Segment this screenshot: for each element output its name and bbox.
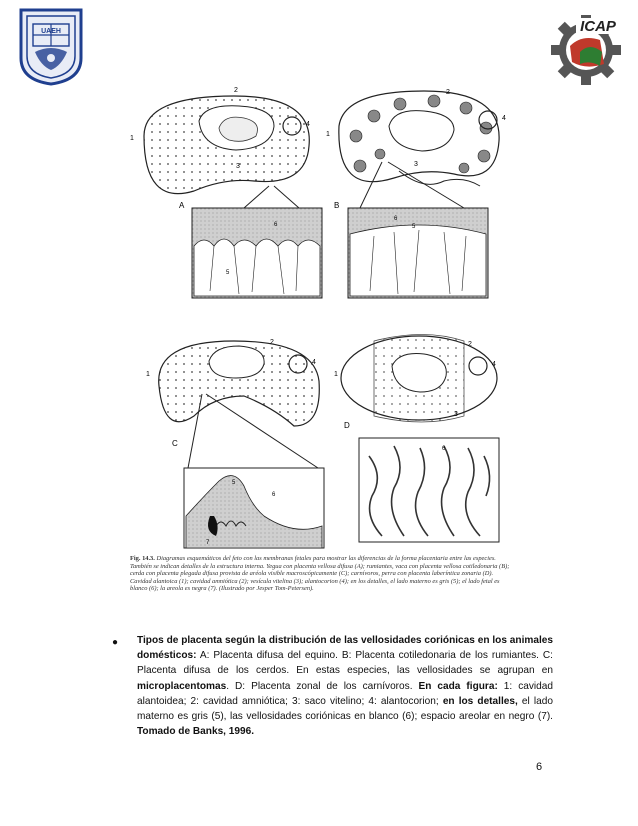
svg-text:3: 3 bbox=[414, 161, 418, 168]
panel-letter-b: B bbox=[334, 201, 340, 210]
svg-text:1: 1 bbox=[334, 371, 338, 378]
description-bullet bbox=[113, 633, 553, 739]
para-bold-microplacentomas: microplacentomas bbox=[137, 680, 227, 692]
para-text-1: A: Placenta difusa del equino. B: Placenta cotiledonaria de los rumiantes. C: Placenta difusa de los cerdos. En estas especies, las vellosidades se agrupan en bbox=[137, 650, 553, 677]
para-text-4: el lado materno es gris (5), las vellosidades coriónicas en blanco (6); espacio areolar en negro (7). bbox=[137, 695, 553, 723]
svg-text:4: 4 bbox=[502, 115, 506, 122]
panel-c bbox=[146, 339, 324, 548]
placenta-figure bbox=[124, 87, 514, 616]
bullet-icon: ● bbox=[112, 637, 119, 648]
icap-logo-text: ICAP bbox=[580, 18, 616, 35]
panel-letter-d: D bbox=[344, 421, 350, 430]
svg-text:1: 1 bbox=[326, 131, 330, 138]
icap-logo bbox=[546, 12, 628, 84]
svg-text:5: 5 bbox=[412, 224, 416, 230]
para-bold-source: Tomado de Banks, 1996. bbox=[137, 726, 255, 738]
panel-b bbox=[326, 89, 506, 298]
svg-text:6: 6 bbox=[274, 222, 278, 228]
svg-text:2: 2 bbox=[468, 341, 472, 348]
svg-text:1: 1 bbox=[146, 371, 150, 378]
svg-text:7: 7 bbox=[206, 540, 210, 546]
svg-text:5: 5 bbox=[232, 480, 236, 486]
description-paragraph bbox=[137, 633, 553, 739]
para-bold-cada-figura: En cada figura: bbox=[418, 680, 498, 692]
svg-text:3: 3 bbox=[236, 163, 240, 170]
uaeh-logo-text: UAEH bbox=[41, 28, 61, 35]
para-heading: Tipos de placenta según la distribución de las vellosidades coriónicas en los animales domésticos: bbox=[137, 635, 553, 662]
figure-caption-text: Diagramas esquemáticos del feto con las membranas fetales para mostrar las diferencias de la forma placentaria entre las especies. También se indican detalles de la estructura interna. Yegua con placenta vellosa difusa (A); rumiantes, vaca con placenta vellosa cotiledonaria (B); cerda con placenta plegada difusa provista de aréola visible macroscópicamente (C); carnívoros, perra con placenta laberíntica zonaria (D). Cavidad alantoica (1); cavidad amniótica (2); vesícula vitelina (3); alantocorion (4); en los detalles, el lado materno es gris (5); el lado fetal es blanco (6); la areola es negra (7). (Ilustrado por Jesper Tom-Petersen). bbox=[130, 555, 510, 593]
panel-a bbox=[130, 87, 322, 298]
svg-text:2: 2 bbox=[270, 339, 274, 346]
svg-text:1: 1 bbox=[130, 135, 134, 142]
para-bold-detalles: en los detalles, bbox=[442, 695, 518, 707]
svg-text:2: 2 bbox=[446, 89, 450, 96]
panel-d bbox=[334, 335, 499, 543]
figure-caption-title: Fig. 14.3. bbox=[130, 555, 155, 562]
panel-letter-c: C bbox=[172, 439, 178, 448]
para-text-3: 1: cavidad alantoidea; 2: cavidad amniótica; 3: saco vitelino; 4: alantocorion; bbox=[137, 680, 554, 707]
svg-text:3: 3 bbox=[454, 411, 458, 418]
panel-letter-a: A bbox=[179, 201, 185, 210]
svg-text:4: 4 bbox=[492, 361, 496, 368]
page-number: 6 bbox=[536, 761, 543, 773]
svg-text:4: 4 bbox=[312, 359, 316, 366]
uaeh-logo bbox=[17, 8, 85, 86]
figure-caption bbox=[130, 555, 510, 593]
para-text-2: . D: Placenta zonal de los carnívoros. bbox=[226, 680, 419, 692]
svg-text:4: 4 bbox=[306, 121, 310, 128]
svg-text:6: 6 bbox=[442, 446, 446, 452]
svg-text:6: 6 bbox=[394, 216, 398, 222]
svg-text:5: 5 bbox=[226, 270, 230, 276]
svg-text:6: 6 bbox=[272, 492, 276, 498]
svg-text:2: 2 bbox=[234, 87, 238, 94]
